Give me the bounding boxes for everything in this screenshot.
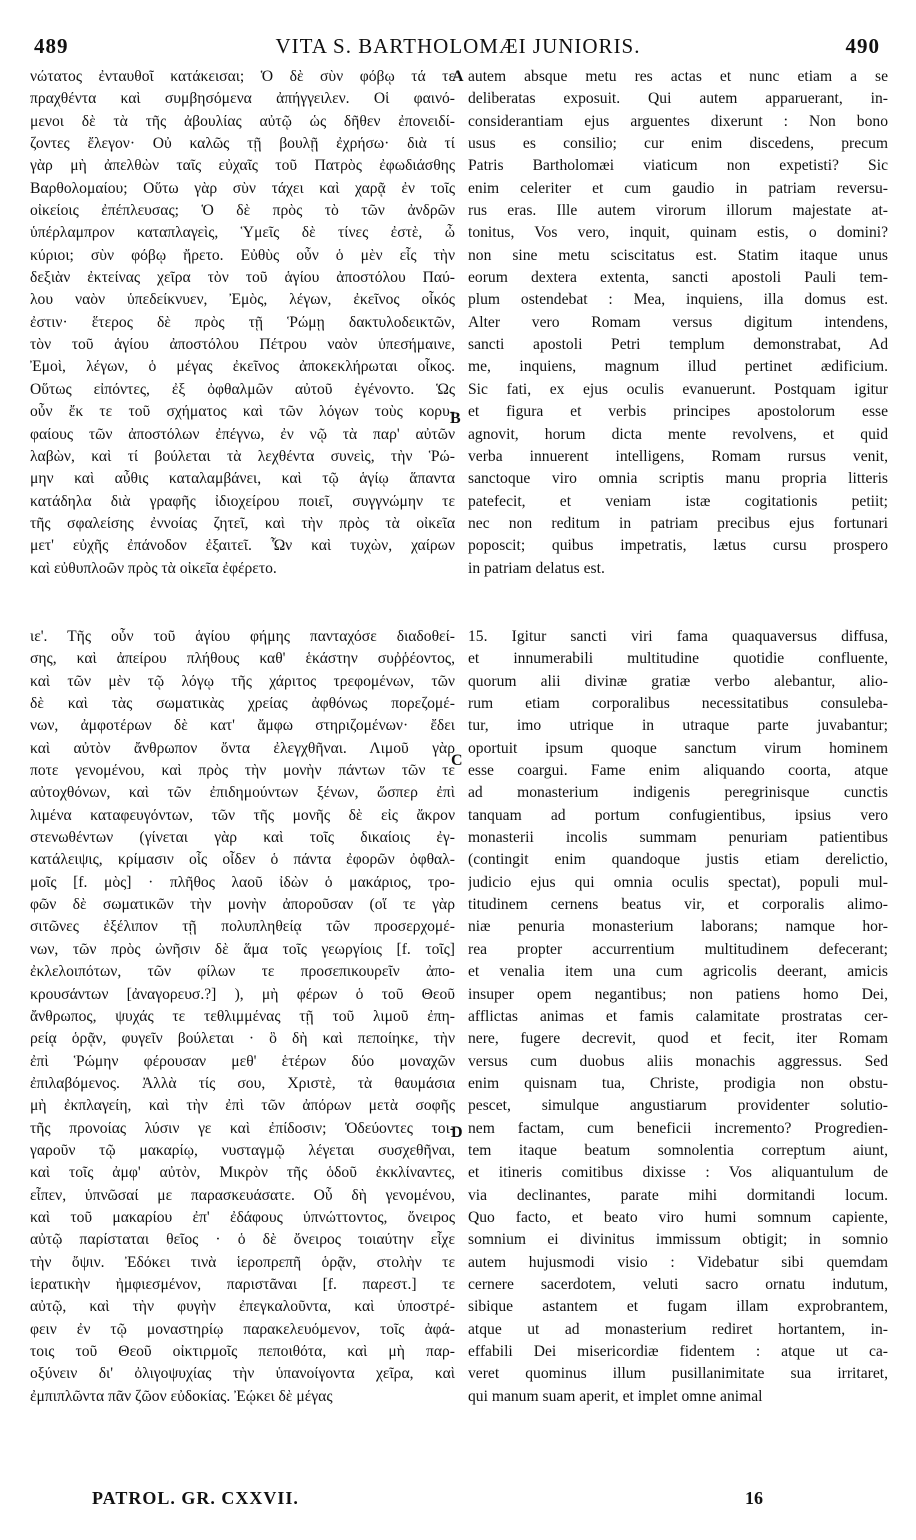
text-line: οὖν ἔκ τε τοῦ σχήματος καὶ τῶν λόγων τοὺς κορυ- (30, 403, 455, 421)
text-line: ἐμπιπλῶντα πᾶν ζῶον εὐδοκίας. Ἐῴκει δὲ μέγας (30, 1387, 333, 1405)
text-line: ἐστιν· ἕτερος δὲ πρὸς τῇ Ῥώμῃ δακτυλοδεικτῶν, (30, 313, 455, 331)
text-line: judicio ejus qui omnia oculis spectat), populi mul- (468, 873, 888, 891)
text-line: et figura et verbis principes apostolorum esse (468, 403, 888, 421)
text-line: esse coargui. Fame enim aliquando coorta, atque (468, 762, 888, 780)
text-line: et itineris comitibus dixisse : Vos aliquantulum de (468, 1164, 888, 1182)
text-line: λαβὼν, καὶ τί βούλεται τὰ λεχθέντα συνεὶς, τὴν Ῥώ- (30, 447, 455, 465)
text-line: καὶ τῶν μὲν τῷ λόγῳ τῆς χάριτος τρεφομένων, τῶν (30, 672, 455, 690)
text-line: rus eras. Ille autem virorum illorum majestate at- (468, 202, 888, 220)
text-line: Quo facto, et beato viro humi somnum capiente, (468, 1208, 888, 1226)
text-line: patefecit, et veniam istæ cogitationis petiit; (468, 492, 888, 510)
text-line: σιτῶνες ἐξέλιπον τῇ πολυπληθείᾳ τῶν προσερχομέ- (30, 918, 455, 936)
margin-letter-d: D (451, 1124, 463, 1141)
text-line: Patris Bartholomæi viaticum non expetisti? Sic (468, 157, 888, 175)
text-line: enim quisnam tua, Christe, prodigia non obstu- (468, 1074, 888, 1092)
latin-column-paragraph-1 (468, 66, 888, 580)
text-line: καὶ τοῦ μακαρίου ἐπ' ἐδάφους ὑπνώττοντος, ὄνειρος (30, 1208, 455, 1226)
text-line: καὶ τοῖς ἀμφ' αὐτὸν, Μικρὸν τῆς ὁδοῦ ἐκκλίναντες, (30, 1164, 455, 1182)
text-line: Alter vero Romam versus digitum intendens, (468, 313, 888, 331)
text-line: tanquam ad portum confugientibus, ipsius vero (468, 806, 888, 824)
text-line: μὴ ἐκπλαγείη, καὶ τὴν ἐπὶ τῶν ἀπόρων μετὰ σοφῆς (30, 1097, 455, 1115)
text-line: τῆς προνοίας λύσιν γε καὶ ἐπίδοσιν; Ὁδεύοντες τοι- (30, 1119, 455, 1137)
text-line: μοῖς [f. μὸς] · πλῆθος λαοῦ ἰδὼν ὁ μακάριος, τρο- (30, 873, 455, 891)
text-line: κρουσάντων [ἀναγορευσ.?] ), μὴ φέρων ὁ τοῦ Θεοῦ (30, 985, 455, 1003)
text-line: λιμένα καταφευγόντων, τῶν τῆς μονῆς δὲ εἰς ἄκρον (30, 806, 455, 824)
latin-column-paragraph-2 (468, 626, 888, 1408)
text-line: φῶν δὲ σωματικῶν τὴν μονὴν ἀποροῦσαν (οἵ τε γὰρ (30, 896, 455, 914)
text-line: μην καὶ αὖθις καταλαμβάνει, καὶ τῷ ἁγίῳ ἅπαντα (30, 470, 455, 488)
text-line: οξύνειν δι' ὀλιγοψυχίας τὴν ὑπανοίγοντα χεῖρα, καὶ (30, 1365, 455, 1383)
text-line: oportuit ipsum quoque sanctum virum hominem (468, 739, 888, 757)
text-line: insuper opem negantibus; non patiens homo Dei, (468, 985, 888, 1003)
greek-column-paragraph-2 (30, 626, 455, 1408)
text-line: sibique astantem et fugam illam exprobrantem, (468, 1298, 888, 1316)
text-line: τὸν τοῦ ἁγίου ἀποστόλου Πέτρου ναὸν ὑπεσήμαινε, (30, 336, 455, 354)
text-line: plum ostendebat : Mea, inquiens, illa domus est. (468, 291, 888, 309)
text-line: κατάλειψις, κρίμασιν οἷς οἶδεν ὁ πάντα ἐφορῶν ὀφθαλ- (30, 851, 455, 869)
text-line: versus cum duobus aliis monachis aggressus. Sed (468, 1052, 888, 1070)
text-line: τὴν ὄψιν. Ἐδόκει τινὰ ἱεροπρεπῆ ὁρᾷν, στολὴν τε (30, 1253, 455, 1271)
text-line: γαροῦν τῷ μακαρίῳ, νυσταγμῷ λέγεται συσχεθῆναι, (30, 1141, 455, 1159)
text-line: autem hujusmodi visio : Videbatur sibi quemdam (468, 1253, 888, 1271)
text-line: verba innuerent intelligens, Romam rursus venit, (468, 447, 888, 465)
text-line: ἱερατικὴν ἠμφιεσμένον, παριστᾶναι [f. παρεστ.] τε (30, 1275, 455, 1293)
text-line: λου ναὸν ὑπεδείκνυεν, Ἐμὸς, λέγων, ἐκεῖνος οἶκός (30, 291, 455, 309)
text-line: Οὕτως εἰπόντες, ἐξ ὀφθαλμῶν αὐτοῦ ἐγένοντο. Ὡς (30, 380, 455, 398)
text-line: nere, fugere decrevit, quod et fecit, iter Romam (468, 1030, 888, 1048)
text-line: ἐκλελοιπότων, τῶν φίλων τε προσεπικουρεῖν ἀπο- (30, 963, 455, 981)
text-line: φειν ἐν τῷ μοναστηρίῳ παρακελευόμενον, τοῖς ἀφά- (30, 1320, 455, 1338)
text-line: νώτατος ἐνταυθοῖ κατάκεισαι; Ὁ δὲ σὺν φόβῳ τά τε (30, 68, 455, 85)
margin-letter-c: C (451, 752, 463, 769)
text-line: καὶ εὐθυπλοῶν πρὸς τὰ οἰκεῖα ἐφέρετο. (30, 559, 277, 577)
text-line: qui manum suam aperit, et implet omne animal (468, 1387, 763, 1405)
footer-signature: PATROL. GR. CXXVII. (92, 1488, 299, 1508)
text-line: autem absque metu res actas et nunc etiam a se (468, 68, 888, 85)
text-line: ἐπὶ Ῥώμην φέρουσαν μεθ' ἑτέρων δύο μοναχῶν (30, 1052, 455, 1070)
text-line: veret quominus illum pusillanimitate sua irritaret, (468, 1365, 888, 1383)
page-number-right: 490 (845, 34, 880, 58)
text-line: in patriam delatus est. (468, 559, 605, 577)
text-line: cernere sacerdotem, veluti sacro ornatu indutum, (468, 1275, 888, 1293)
margin-letter-b: B (450, 410, 461, 427)
text-line: ζοντες ἔλεγον· Οὐ καλῶς τῇ βουλῇ ἐχρήσω· διὰ τί (30, 135, 455, 153)
text-line: tur, imo utrique in utraque parte juvabantur; (468, 717, 888, 735)
text-line: στενωθέντων (γίνεται γὰρ καὶ τοῖς δικαίοις ἐγ- (30, 829, 455, 847)
text-line: tem itaque beatum somnolentia correptum aiunt, (468, 1141, 888, 1159)
text-line: enim celeriter et cum gaudio in patriam reversu- (468, 179, 888, 197)
text-line: niæ penuria monasterium laborans; namque hor- (468, 918, 888, 936)
text-line: Βαρθολομαίου; Οὕτω γὰρ σὺν τάχει καὶ χαρᾷ ἐν τοῖς (30, 179, 455, 197)
margin-letter-a: A (452, 68, 464, 85)
text-line: φαίους τῶν ἀποστόλων ἐπέγνω, ἐν νῷ τὰ παρ' αὐτῶν (30, 425, 455, 443)
text-line: deliberatas exposuit. Qui autem apparuerant, in- (468, 90, 888, 108)
text-line: αὐτῷ παρίσταται θεῖος · ὁ δὲ ὄνειρος τοιαύτην εἶχε (30, 1231, 455, 1249)
text-line: Sic fati, ex ejus oculis evanuerunt. Postquam igitur (468, 380, 888, 398)
text-line: rea propter accurrentium multitudinem defecerant; (468, 940, 888, 958)
text-line: αὐτοχθόνων, καὶ τῶν ἐπιδημούντων ξένων, ὥσπερ ἐπὶ (30, 784, 455, 802)
text-line: et venalia item una cum agricolis deerant, amicis (468, 963, 888, 981)
page-number-left: 489 (34, 34, 69, 58)
text-line: νων, τῶν πρὸς ὠνῆσιν δὲ ἅμα τοῖς γεωργίοις [f. τοῖς] (30, 940, 455, 958)
text-line: poposcit; quibus impetratis, lætus cursu prospero (468, 537, 888, 555)
text-line: καὶ αὐτὸν ἄνθρωπον ὄντα ἐλεγχθῆναι. Λιμοῦ γὰρ (30, 739, 455, 757)
footer-gathering-number: 16 (745, 1488, 763, 1508)
text-line: τοις τοῦ Θεοῦ οἰκτιρμοῖς πεποιθότα, καὶ μὴ παρ- (30, 1343, 455, 1360)
text-line: pescet, simulque angustiarum providenter solutio- (468, 1097, 888, 1115)
text-line: agnovit, horum dicta mente revolvens, et quid (468, 425, 888, 443)
text-line: tonitus, Vos vero, inquit, quinam estis, o domini? (468, 224, 888, 242)
text-line: atque ut ad monasterium rediret hortantem, in- (468, 1320, 888, 1338)
text-line: quorum alii divinæ gratiæ verbo alebantur, alio- (468, 672, 888, 690)
text-line: δεξιὰν ἐκτείνας χεῖρα τὸν τοῦ ἁγίου ἀποστόλου Παύ- (30, 269, 455, 287)
text-line: sancti apostoli Petri templum demonstrabat, Ad (468, 336, 888, 354)
text-line: ρείᾳ ὁρᾷν, φυγεῖν βούλεται · ὃ δὴ καὶ πεποίηκε, τὴν (30, 1030, 455, 1048)
text-line: γὰρ μὴ ἀπελθὼν ταῖς εὐχαῖς τοῦ Πατρὸς ἐφωδιάσθης (30, 157, 455, 175)
text-line: nec non reditum in patriam precibus ejus fortunari (468, 514, 888, 532)
text-line: κατάδηλα διὰ γραφῆς ἰδιοχείρου ποιεῖ, συγγνώμην τε (30, 492, 455, 510)
text-line: titudinem cernens beatus vir, et corporalis alimo- (468, 896, 888, 914)
text-line: via declinantes, parate mihi dormitandi locum. (468, 1186, 888, 1204)
text-line: εἶπεν, ὑπνῶσαί με παρασκευάσατε. Οὗ δὴ γενομένου, (30, 1186, 455, 1204)
text-line: ἐπιλαβόμενος. Ἀλλὰ τίς σου, Χριστὲ, τὰ θαυμάσια (30, 1074, 455, 1092)
text-line: eorum dextera extenta, sancti apostoli Pauli tem- (468, 269, 888, 287)
text-line: non sine metu sciscitatus est. Statim itaque unus (468, 246, 888, 264)
text-line: 15. Igitur sancti viri fama quaquaversus diffusa, (468, 628, 888, 645)
text-line: me, inquiens, magnum illud pertinet ædificium. (468, 358, 888, 376)
text-line: ad monasterium indigenis peregrinisque cunctis (468, 784, 888, 802)
text-line: κύριοι; σὺν φόβῳ ἤρετο. Εὐθὺς οὖν ὁ μὲν εἷς τὴν (30, 246, 455, 264)
running-header (30, 34, 886, 60)
greek-column-paragraph-1 (30, 66, 455, 580)
page-footer (0, 1488, 916, 1516)
text-line: (contingit enim quandoque justis etiam derelictio, (468, 851, 888, 869)
text-line: afflictas animas et famis calamitate prostratas cer- (468, 1007, 888, 1025)
text-line: sanctoque viro omnia scriptis manu propria litteris (468, 470, 888, 488)
text-line: νων, ἀμφοτέρων δὲ κατ' ἄμφω στηριζομένων· ἔδει (30, 717, 455, 735)
text-line: ιε'. Τῆς οὖν τοῦ ἁγίου φήμης πανταχόσε διαδοθεί- (30, 628, 455, 645)
text-line: rum etiam corporalibus necessitatibus consuleba- (468, 695, 888, 713)
text-line: οἰκείοις ἐπέπλευσας; Ὁ δὲ πρὸς τὸ τῶν ἀνδρῶν (30, 202, 455, 220)
text-line: ὑπέρλαμπρον καταπλαγεὶς, Ὑμεῖς δὲ τίνες ἐστὲ, ὦ (30, 224, 455, 242)
text-line: δὲ καὶ τὰς σωματικὰς χρείας ἀφθόνως πορεζομέ- (30, 695, 455, 713)
text-line: Ἐμοὶ, λέγων, ὁ μέγας ἐκεῖνος ἀποκεκλήρωται οἶκος. (30, 358, 455, 376)
text-line: αὐτῷ, καὶ τὴν φυγὴν ἐπεγκαλοῦντα, καὶ ὑποστρέ- (30, 1298, 455, 1316)
text-line: somnium ei divinitus immissum obtigit; in somnio (468, 1231, 888, 1249)
text-line: considerantiam ejus arguentes dixerunt : Non bono (468, 112, 888, 130)
text-line: nem factam, cum beneficii incremento? Progredien- (468, 1119, 888, 1137)
text-line: τῆς σφαλείσης ἐννοίας ζητεῖ, καὶ τὴν πρὸς τὰ οἰκεῖα (30, 514, 455, 532)
text-line: effabili Dei misericordiæ fidentem : atque ut ca- (468, 1343, 888, 1360)
text-line: ἄνθρωπος, ψυχάς τε τεθλιμμένας τῇ τοῦ λιμοῦ ἐπη- (30, 1007, 455, 1025)
running-title: VITA S. BARTHOLOMÆI JUNIORIS. (275, 34, 641, 58)
text-line: μετ' εὐχῆς ἐπάνοδον ἐξαιτεῖ. Ὧν καὶ τυχὼν, χαίρων (30, 537, 455, 555)
text-line: μενοι δὲ τὰ τῆς ἀβουλίας αὐτῷ ὡς δῆθεν ἐπονειδί- (30, 112, 455, 130)
text-line: ποτε γενομένου, καὶ πρὸς τὴν μονὴν πάντων τῶν τε (30, 762, 455, 780)
text-line: et innumerabili multitudine quotidie confluente, (468, 650, 888, 668)
text-line: monasterii incolis summam penuriam patientibus (468, 829, 888, 847)
text-line: usus es consilio; cur enim discedens, precum (468, 135, 888, 153)
text-line: σης, καὶ ἀπείρου πλήθους καθ' ἑκάστην συῤῥέοντος, (30, 650, 455, 668)
text-line: πραχθέντα καὶ συμβησόμενα ἀπήγγειλεν. Οἱ φαινό- (30, 90, 455, 108)
